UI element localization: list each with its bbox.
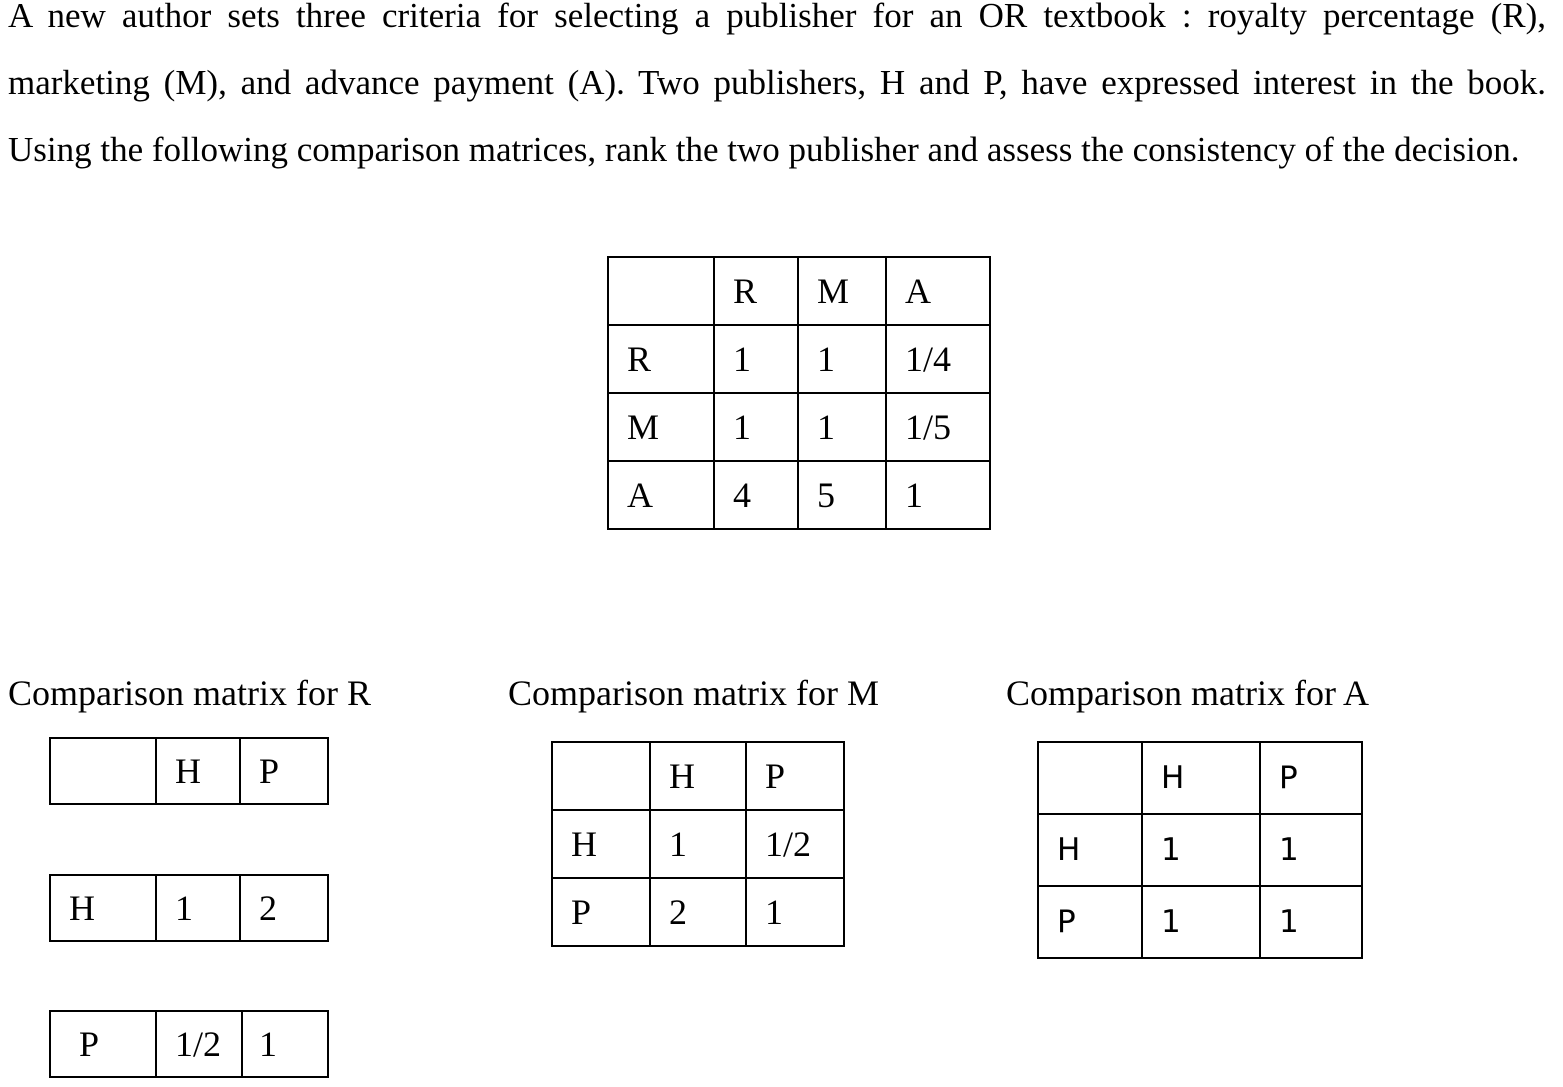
table-cell: 1/2 bbox=[746, 810, 844, 878]
row-header-a: A bbox=[608, 461, 714, 529]
table-header-row bbox=[1038, 742, 1362, 814]
row-header-p: P bbox=[1038, 886, 1142, 958]
table-cell: 1 bbox=[650, 810, 746, 878]
caption-matrix-m: Comparison matrix for M bbox=[508, 673, 879, 713]
table-header-row bbox=[552, 742, 844, 810]
column-header-m: M bbox=[798, 257, 886, 325]
table-row bbox=[552, 810, 844, 878]
table-header-row bbox=[608, 257, 990, 325]
table-cell: 1/4 bbox=[886, 325, 990, 393]
caption-matrix-a: Comparison matrix for A bbox=[1006, 673, 1369, 713]
table-cell: 1 bbox=[1142, 886, 1260, 958]
row-header-r: R bbox=[608, 325, 714, 393]
table-cell: 1/2 bbox=[156, 1011, 242, 1077]
table-cell: 4 bbox=[714, 461, 798, 529]
table-cell: 1 bbox=[714, 393, 798, 461]
table-corner-cell bbox=[608, 257, 714, 325]
table-cell: 1 bbox=[242, 1011, 328, 1077]
criteria-comparison-table bbox=[607, 256, 991, 530]
table-cell: 1/5 bbox=[886, 393, 990, 461]
row-header-h: H bbox=[50, 875, 156, 941]
table-cell: 1 bbox=[156, 875, 240, 941]
column-header-h: H bbox=[650, 742, 746, 810]
table-cell: 2 bbox=[240, 875, 328, 941]
row-header-p: P bbox=[552, 878, 650, 946]
matrix-m-table bbox=[551, 741, 845, 947]
table-row bbox=[608, 325, 990, 393]
table-cell: 1 bbox=[798, 325, 886, 393]
table-cell: 1 bbox=[714, 325, 798, 393]
caption-matrix-r: Comparison matrix for R bbox=[8, 673, 371, 713]
column-header-h: H bbox=[156, 738, 240, 804]
table-cell: 1 bbox=[1260, 886, 1362, 958]
table-row bbox=[1038, 886, 1362, 958]
table-corner-cell bbox=[1038, 742, 1142, 814]
matrix-r-row-p bbox=[49, 1010, 329, 1078]
column-header-p: P bbox=[1260, 742, 1362, 814]
row-header-p: P bbox=[50, 1011, 156, 1077]
table-cell: 1 bbox=[1260, 814, 1362, 886]
row-header-h: H bbox=[552, 810, 650, 878]
table-corner-cell bbox=[552, 742, 650, 810]
problem-statement: A new author sets three criteria for selecting a publisher for an OR textbook : royalty percentage (R), marketing (M), and advance payment (A). Two publishers, H and P, have expressed interest in the book. Using the following comparison matrices, rank the two publisher and assess the consistency of the decision. bbox=[8, 0, 1546, 169]
row-header-h: H bbox=[1038, 814, 1142, 886]
table-cell: 5 bbox=[798, 461, 886, 529]
table-cell: 1 bbox=[798, 393, 886, 461]
column-header-a: A bbox=[886, 257, 990, 325]
table-corner-cell bbox=[50, 738, 156, 804]
table-cell: 1 bbox=[886, 461, 990, 529]
table-cell: 1 bbox=[746, 878, 844, 946]
table-cell: 1 bbox=[1142, 814, 1260, 886]
table-cell: 2 bbox=[650, 878, 746, 946]
table-row bbox=[608, 461, 990, 529]
column-header-r: R bbox=[714, 257, 798, 325]
column-header-h: H bbox=[1142, 742, 1260, 814]
table-row bbox=[1038, 814, 1362, 886]
table-row bbox=[608, 393, 990, 461]
matrix-a-table bbox=[1037, 741, 1363, 959]
column-header-p: P bbox=[240, 738, 328, 804]
matrix-r-row-h bbox=[49, 874, 329, 942]
column-header-p: P bbox=[746, 742, 844, 810]
table-row bbox=[552, 878, 844, 946]
matrix-r-header-row bbox=[49, 737, 329, 805]
row-header-m: M bbox=[608, 393, 714, 461]
